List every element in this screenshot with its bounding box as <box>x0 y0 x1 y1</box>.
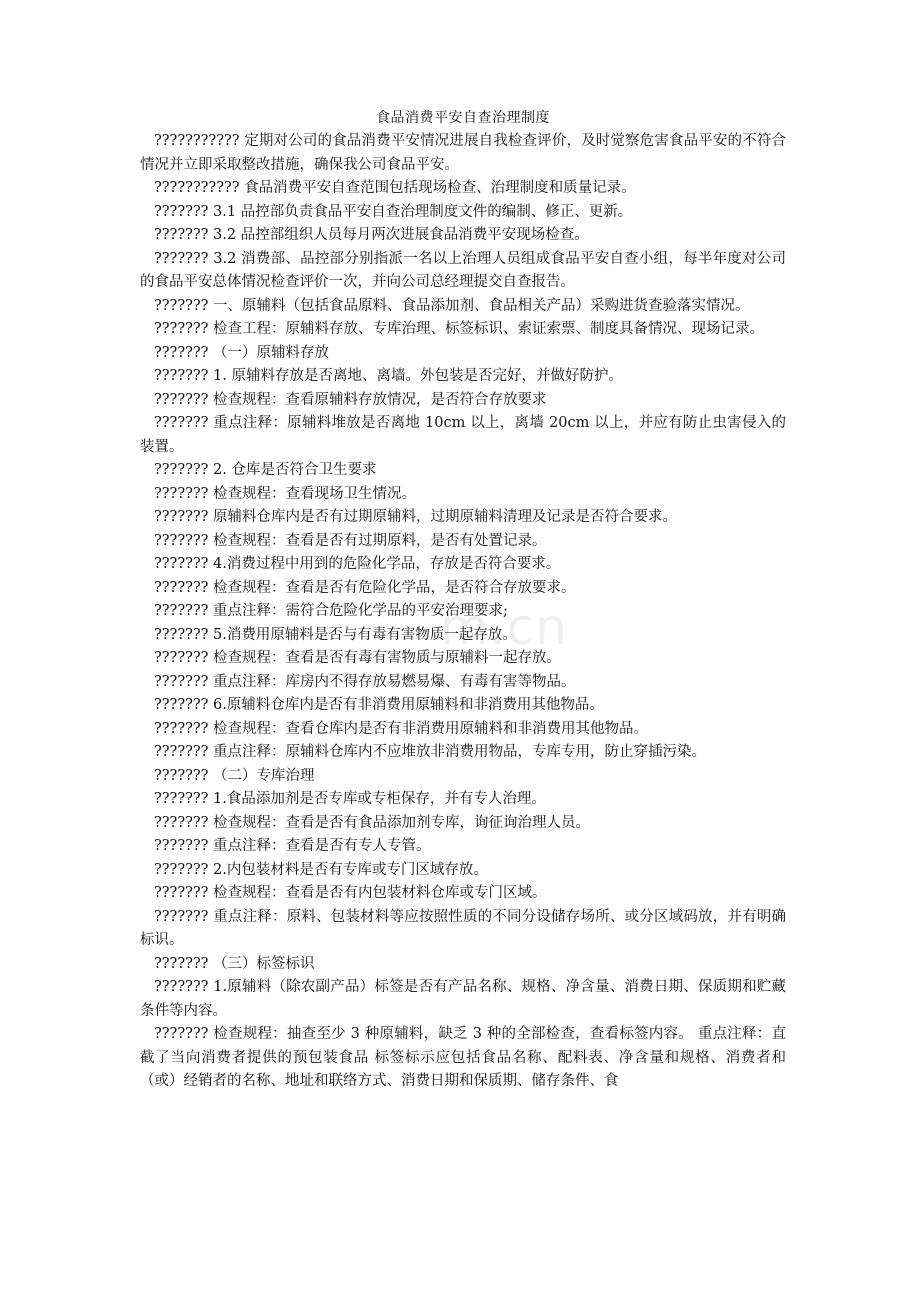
paragraph: ??????? 一、原辅料（包括食品原料、食品添加剂、食品相关产品）采购进货查验落实情况。 <box>154 297 750 314</box>
document-body <box>140 130 786 1094</box>
paragraph: ??????? 检查规程：查看是否有内包装材料仓库或专门区域。 <box>154 885 547 901</box>
paragraph: ??????? 3.2 消费部、品控部分别指派一名以上治理人员组成食品平安自查小组，每半年度对公司的食品平安总体情况检查评价一次，并向公司总经理提交自查报告。 <box>140 250 786 290</box>
paragraph: ??????? 2. 仓库是否符合卫生要求 <box>154 462 377 478</box>
paragraph: ??????? 检查规程：抽查至少 3 种原辅料，缺乏 3 种的全部检查，查看标签内容。 重点注释：直截了当向消费者提供的预包装食品 标签标示应包括食品名称、配料表、净含量和规格、消费者和（或）经销者的名称、地址和联络方式、消费日期和保质期、储存条件、食 <box>140 1026 786 1089</box>
paragraph: ??????? 检查规程：查看是否有过期原料，是否有处置记录。 <box>154 532 547 549</box>
paragraph: ??????? 1. 原辅料存放是否离地、离墙。外包装是否完好，并做好防护。 <box>154 368 623 384</box>
paragraph: ??????? 1.原辅料（除农副产品）标签是否有产品名称、规格、净含量、消费日期、保质期和贮藏条件等内容。 <box>140 979 786 1019</box>
paragraph: ??????? 重点注释：需符合危险化学品的平安治理要求; <box>154 603 508 619</box>
paragraph: ??????? 3.1 品控部负责食品平安自查治理制度文件的编制、修正、更新。 <box>154 203 633 220</box>
paragraph: ??????? 重点注释：原辅料堆放是否离地 10cm 以上，离墙 20cm 以上，并应有防止虫害侵入的装置。 <box>140 415 786 455</box>
paragraph: ??????????? 定期对公司的食品消费平安情况进展自我检查评价，及时觉察危害食品平安的不符合情况并立即采取整改措施，确保我公司食品平安。 <box>140 133 786 173</box>
paragraph: ??????????? 食品消费平安自查范围包括现场检查、治理制度和质量记录。 <box>154 180 636 196</box>
paragraph: ??????? 重点注释：库房内不得存放易燃易爆、有毒有害等物品。 <box>154 673 576 690</box>
document-page <box>140 108 786 1094</box>
paragraph: ??????? 检查工程：原辅料存放、专库治理、标签标识、索证索票、制度具备情况、现场记录。 <box>154 321 765 337</box>
paragraph: ??????? 6.原辅料仓库内是否有非消费用原辅料和非消费用其他物品。 <box>154 697 604 713</box>
paragraph: ??????? 5.消费用原辅料是否与有毒有害物质一起存放。 <box>154 626 517 643</box>
paragraph: ??????? 重点注释：查看是否有专人专管。 <box>154 838 431 854</box>
paragraph: ??????? 4.消费过程中用到的危险化学品，存放是否符合要求。 <box>154 556 561 572</box>
paragraph: ??????? （一）原辅料存放 <box>154 344 330 361</box>
paragraph: ??????? （三）标签标识 <box>154 955 315 972</box>
paragraph: ??????? 1.食品添加剂是否专库或专柜保存，并有专人治理。 <box>154 791 546 807</box>
paragraph: ??????? 2.内包装材料是否有专库或专门区域存放。 <box>154 861 488 878</box>
paragraph: ??????? 检查规程：查看是否有毒有害物质与原辅料一起存放。 <box>154 650 562 666</box>
paragraph: ??????? 3.2 品控部组织人员每月两次进展食品消费平安现场检查。 <box>154 227 589 243</box>
paragraph: ??????? 重点注释：原辅料仓库内不应堆放非消费用物品，专库专用，防止穿插污染。 <box>154 744 707 760</box>
paragraph: ??????? 检查规程：查看现场卫生情况。 <box>154 485 417 502</box>
watermark-text: m.cn <box>440 598 568 656</box>
paragraph: ??????? 原辅料仓库内是否有过期原辅料，过期原辅料清理及记录是否符合要求。 <box>154 509 678 525</box>
document-title: 食品消费平安自查治理制度 <box>376 110 550 126</box>
paragraph: ??????? 检查规程：查看原辅料存放情况，是否符合存放要求 <box>154 391 547 408</box>
paragraph: ??????? 重点注释：原料、包装材料等应按照性质的不同分设储存场所、或分区域码放，并有明确标识。 <box>140 908 786 948</box>
paragraph: ??????? 检查规程：查看仓库内是否有非消费用原辅料和非消费用其他物品。 <box>154 720 649 737</box>
paragraph: ??????? 检查规程：查看是否有食品添加剂专库，询征询治理人员。 <box>154 814 591 831</box>
paragraph: ??????? （二）专库治理 <box>154 767 315 784</box>
paragraph: ??????? 检查规程：查看是否有危险化学品，是否符合存放要求。 <box>154 579 576 596</box>
